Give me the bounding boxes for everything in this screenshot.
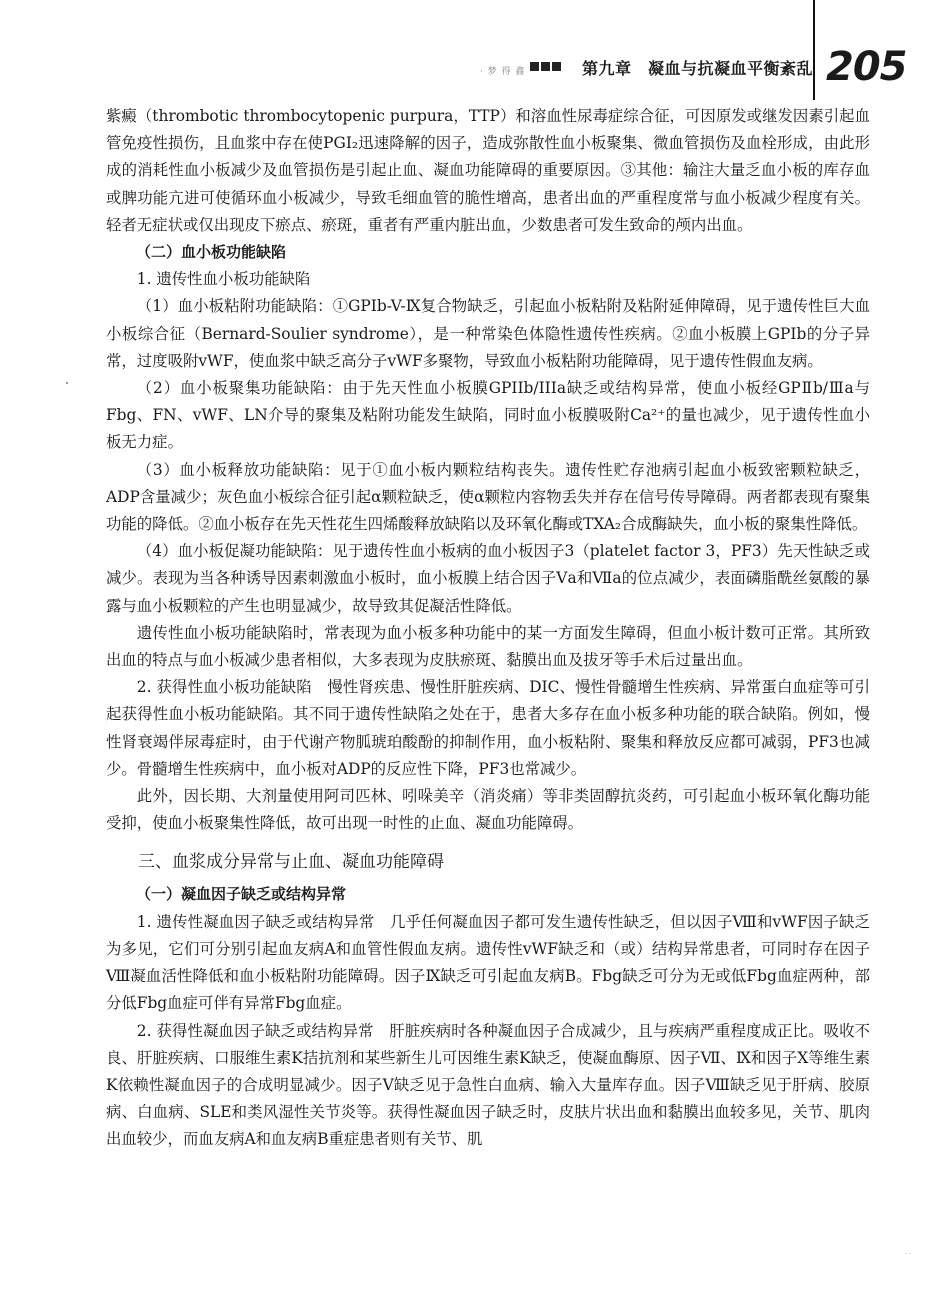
section-heading-plasma: 三、血浆成分异常与止血、凝血功能障碍 (138, 852, 444, 873)
paragraph-acquired-factor: 2. 获得性凝血因子缺乏或结构异常 肝脏疾病时各种凝血因子合成减少，且与疾病严重程度成正比。吸收不良、肝脏疾病、口服维生素K拮抗剂和某些新生儿可因维生素K缺乏，使凝血酶原、因子Ⅶ、Ⅸ和因子Ⅹ等维生素K依赖性凝血因子的合成明显减少。因子Ⅴ缺乏见于急性白血病、输入大量库存血。因子Ⅷ缺乏见于肝病、胶原病、白血病、SLE和类风湿性关节炎等。获得性凝血因子缺乏时，皮肤片状出血和黏膜出血较多见，关节、肌肉出血较少，而血友病A和血友病B重症患者则有关节、肌 (106, 1021, 870, 1149)
subheading-coagulation-factor: （一）凝血因子缺乏或结构异常 (136, 885, 347, 904)
header-decoration: · 梦 得 鑫 (480, 67, 526, 77)
paragraph-release-defect: （3）血小板释放功能缺陷：见于①血小板内颗粒结构丧失。遗传性贮存池病引起血小板致密颗粒缺乏，ADP含量减少；灰色血小板综合征引起α颗粒缺乏，使α颗粒内容物丢失并存在信号传导障碍。两者都表现有聚集功能的降低。②血小板存在先天性花生四烯酸释放缺陷以及环氧化酶或TXA₂合成酶缺失，血小板的聚集性降低。 (106, 460, 870, 534)
margin-speck (66, 382, 68, 384)
paragraph-adhesion-defect: （1）血小板粘附功能缺陷：①GPIb-V-Ⅸ复合物缺乏，引起血小板粘附及粘附延伸障碍，见于遗传性巨大血小板综合征（Bernard-Soulier syndrome），是一种常染色体隐性遗传性疾病。②血小板膜上GPIb的分子异常，过度吸附vWF，使血浆中缺乏高分子vWF多聚物，导致血小板粘附功能障碍，见于遗传性假血友病。 (106, 297, 870, 370)
paragraph-procoagulant-defect: （4）血小板促凝功能缺陷：见于遗传性血小板病的血小板因子3（platelet factor 3，PF3）先天性缺乏或减少。表现为当各种诱导因素刺激血小板时，血小板膜上结合因子Ⅴa和Ⅶa的位点减少，表面磷脂酰丝氨酸的暴露与血小板颗粒的产生也明显减少，故导致其促凝活性降低。 (106, 542, 870, 615)
header-squares-icon (530, 62, 561, 71)
paragraph-acquired-defect: 2. 获得性血小板功能缺陷 慢性肾疾患、慢性肝脏疾病、DIC、慢性骨髓增生性疾病、异常蛋白血症等可引起获得性血小板功能缺陷。其不同于遗传性缺陷之处在于，患者大多存在血小板多种功能的联合缺陷。例如，慢性肾衰竭伴尿毒症时，由于代谢产物胍琥珀酸酚的抑制作用，血小板粘附、聚集和释放反应都可减弱，PF3也减少。骨髓增生性疾病中，血小板对ADP的反应性下降，PF3也常减少。 (106, 678, 870, 778)
paragraph-hereditary-factor: 1. 遗传性凝血因子缺乏或结构异常 几乎任何凝血因子都可发生遗传性缺乏，但以因子Ⅷ和vWF因子缺乏为多见，它们可分别引起血友病A和血管性假血友病。遗传性vWF缺乏和（或）结构异常患者，可同时存在因子Ⅷ凝血活性降低和血小板粘附功能障碍。因子Ⅸ缺乏可引起血友病B。Fbg缺乏可分为无或低Fbg血症两种，部分低Fbg血症可伴有异常Fbg血症。 (106, 912, 870, 1013)
body-text (106, 103, 870, 1154)
chapter-title: 第九章 凝血与抗凝血平衡紊乱 (582, 59, 814, 78)
paragraph-nsaid: 此外，因长期、大剂量使用阿司匹林、吲哚美辛（消炎痛）等非类固醇抗炎药，可引起血小板环氧化酶功能受抑，使血小板聚集性降低，故可出现一时性的止血、凝血功能障碍。 (106, 787, 870, 833)
paragraph-hereditary-summary: 遗传性血小板功能缺陷时，常表现为血小板多种功能中的某一方面发生障碍，但血小板计数可正常。其所致出血的特点与血小板减少患者相似，大多表现为皮肤瘀斑、黏膜出血及拔牙等手术后过量出血。 (106, 623, 870, 670)
heading-hereditary-defect: 1. 遗传性血小板功能缺陷 (136, 270, 311, 289)
subheading-platelet-function: （二）血小板功能缺陷 (136, 243, 287, 262)
header-divider (813, 0, 815, 100)
paragraph-ttp: 紫癜（thrombotic thrombocytopenic purpura，TTP）和溶血性尿毒症综合征，可因原发或继发因素引起血管免疫性损伤，且血浆中存在使PGI₂迅速降解的因子，造成弥散性血小板聚集、微血管损伤及血栓形成，由此形成的消耗性血小板减少及血管损伤是引起止血、凝血功能障碍的重要原因。③其他：输注大量乏血小板的库存血或脾功能亢进可使循环血小板减少，导致毛细血管的脆性增高，患者出血的严重程度常与血小板减少程度有关。轻者无症状或仅出现皮下瘀点、瘀斑，重者有严重内脏出血，少数患者可发生致命的颅内出血。 (106, 107, 870, 234)
paragraph-aggregation-defect: （2）血小板聚集功能缺陷：由于先天性血小板膜GPIIb/IIIa缺乏或结构异常，使血小板经GPⅡb/Ⅲa与Fbg、FN、vWF、LN介导的聚集及粘附功能发生缺陷，同时血小板膜吸附Ca²⁺的量也减少，见于遗传性血小板无力症。 (106, 379, 870, 452)
page-number: 205 (826, 44, 907, 90)
margin-dots: · · (905, 1250, 912, 1258)
page-header (0, 0, 950, 100)
